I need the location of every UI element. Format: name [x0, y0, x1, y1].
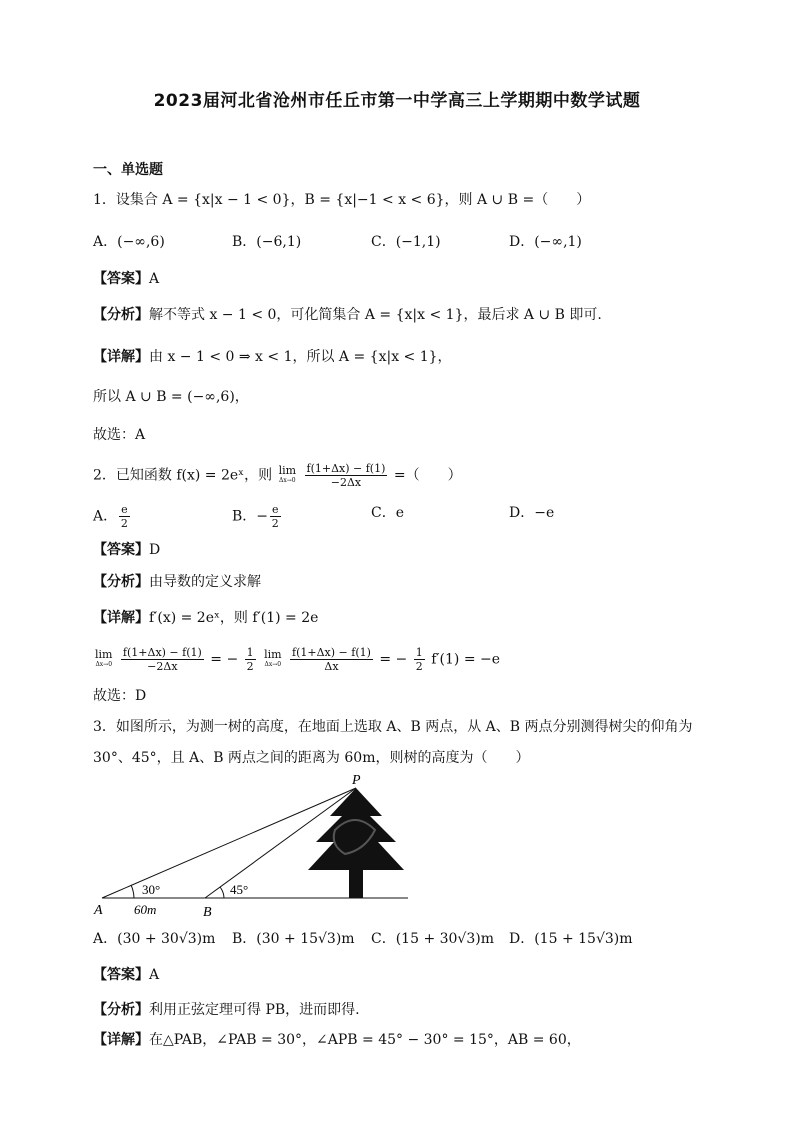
- detail-text: 在△PAB，∠PAB = 30°，∠APB = 45° − 30° = 15°，AB = 60，: [149, 1032, 581, 1048]
- page-title: 2023届河北省沧州市任丘市第一中学高三上学期期中数学试题: [153, 91, 641, 111]
- frac-num: f(1+Δx) − f(1): [292, 646, 371, 659]
- q2-conclusion: 故选：D: [93, 688, 147, 704]
- analysis-text: 利用正弦定理可得 PB，进而即得.: [149, 1002, 360, 1018]
- label-angle-a: 30°: [142, 882, 161, 897]
- calc-limit-2: [264, 647, 282, 670]
- frac-den: 2: [271, 517, 279, 530]
- opt-frac: [119, 503, 130, 530]
- q1-option-a: A．(−∞,6): [93, 234, 165, 250]
- q3-option-c: C．(15 + 30√3)m: [371, 931, 494, 947]
- frac-num: e: [121, 503, 128, 516]
- frac-num: f(1+Δx) − f(1): [306, 462, 386, 475]
- lim-text: lim: [264, 647, 282, 661]
- analysis-tag: 【分析】: [93, 1002, 149, 1018]
- detail-tag: 【详解】: [93, 610, 149, 626]
- label-angle-b: 45°: [230, 882, 249, 897]
- analysis-tag: 【分析】: [93, 574, 149, 590]
- opt-label: B．−: [232, 508, 269, 525]
- section-heading: 一、单选题: [93, 162, 163, 178]
- detail-text: 由 x − 1 < 0 ⇒ x < 1，所以 A = {x|x < 1}，: [149, 349, 452, 365]
- q3-answer: [93, 965, 159, 985]
- detail-text: f′(x) = 2eˣ，则 f′(1) = 2e: [149, 610, 319, 626]
- tree-icon: [308, 788, 404, 898]
- answer-tag: 【答案】: [93, 967, 149, 983]
- label-distance: 60m: [134, 902, 157, 917]
- q2-stem-suffix: =（ ）: [393, 467, 462, 484]
- frac-num: f(1+Δx) − f(1): [122, 646, 202, 659]
- analysis-text: 由导数的定义求解: [149, 574, 261, 590]
- q2-fraction: [305, 462, 388, 489]
- q2-detail: [93, 608, 318, 628]
- calc-frac-1: [121, 646, 204, 673]
- calc-frac-2: [290, 646, 373, 673]
- calc-tail: f′(1) = −e: [431, 651, 501, 668]
- q1-stem: 1．设集合 A = {x|x − 1 < 0}，B = {x|−1 < x < 6}，则 A ∪ B =（ ）: [93, 192, 591, 208]
- opt-frac: [270, 503, 281, 530]
- label-p: P: [352, 773, 361, 788]
- tree-height-figure: [90, 770, 420, 920]
- angle-arc-b: [220, 887, 224, 898]
- q2-option-d: D．−e: [509, 505, 555, 521]
- q3-detail: [93, 1030, 581, 1050]
- q2-limit: [278, 463, 297, 486]
- answer-value: A: [149, 967, 160, 983]
- calc-half-2: [414, 646, 425, 673]
- q3-analysis: [93, 1000, 360, 1020]
- opt-label: A．: [93, 508, 118, 525]
- line-ap: [102, 788, 356, 898]
- q2-option-c: C．e: [371, 505, 404, 521]
- q3-option-a: A．(30 + 30√3)m: [93, 931, 216, 947]
- calc-eq: = −: [379, 651, 408, 668]
- frac-den: 2: [415, 660, 423, 673]
- answer-tag: 【答案】: [93, 271, 149, 287]
- frac-num: 1: [415, 646, 423, 659]
- lim-text: lim: [278, 463, 297, 477]
- q1-answer: [93, 269, 159, 289]
- q2-analysis: [93, 572, 261, 592]
- calc-limit: [95, 647, 113, 670]
- frac-den: Δx: [324, 660, 339, 673]
- lim-text: lim: [95, 647, 113, 661]
- label-b: B: [203, 905, 212, 920]
- q1-analysis: [93, 305, 602, 325]
- q1-option-d: D．(−∞,1): [509, 234, 582, 250]
- q1-detail: [93, 347, 452, 367]
- frac-num: e: [272, 503, 279, 516]
- q2-option-b: [232, 503, 283, 530]
- answer-value: D: [149, 542, 161, 558]
- q1-option-b: B．(−6,1): [232, 234, 302, 250]
- answer-value: A: [149, 271, 160, 287]
- frac-den: 2: [246, 660, 254, 673]
- q2-stem-prefix: 2．已知函数 f(x) = 2eˣ，则: [93, 467, 273, 484]
- detail-tag: 【详解】: [93, 349, 149, 365]
- q1-detail-2: 所以 A ∪ B = (−∞,6)，: [93, 389, 249, 405]
- lim-sub: Δx→0: [95, 660, 113, 668]
- analysis-text: 解不等式 x − 1 < 0，可化简集合 A = {x|x < 1}，最后求 A ∪ B 即可.: [149, 307, 602, 323]
- q2-calculation: [93, 646, 500, 673]
- q3-stem-1: 3．如图所示，为测一树的高度，在地面上选取 A、B 两点，从 A、B 两点分别测得树尖的仰角为: [93, 719, 693, 735]
- angle-arc-a: [131, 885, 134, 898]
- lim-sub: Δx→0: [264, 660, 282, 668]
- q3-option-d: D．(15 + 15√3)m: [509, 931, 633, 947]
- detail-tag: 【详解】: [93, 1032, 149, 1048]
- calc-eq: = −: [210, 651, 239, 668]
- q1-conclusion: 故选：A: [93, 427, 146, 443]
- label-a: A: [94, 903, 103, 918]
- q3-option-b: B．(30 + 15√3)m: [232, 931, 355, 947]
- answer-tag: 【答案】: [93, 542, 149, 558]
- calc-half: [245, 646, 256, 673]
- analysis-tag: 【分析】: [93, 307, 149, 323]
- frac-den: −2Δx: [330, 476, 362, 489]
- lim-sub: Δx→0: [279, 476, 296, 484]
- q2-stem: [93, 462, 462, 489]
- q1-option-c: C．(−1,1): [371, 234, 441, 250]
- q2-option-a: [93, 503, 132, 530]
- frac-num: 1: [246, 646, 254, 659]
- frac-den: −2Δx: [147, 660, 178, 673]
- q2-answer: [93, 540, 160, 560]
- frac-den: 2: [120, 517, 128, 530]
- q3-stem-2: 30°、45°，且 A、B 两点之间的距离为 60m，则树的高度为（ ）: [93, 750, 530, 766]
